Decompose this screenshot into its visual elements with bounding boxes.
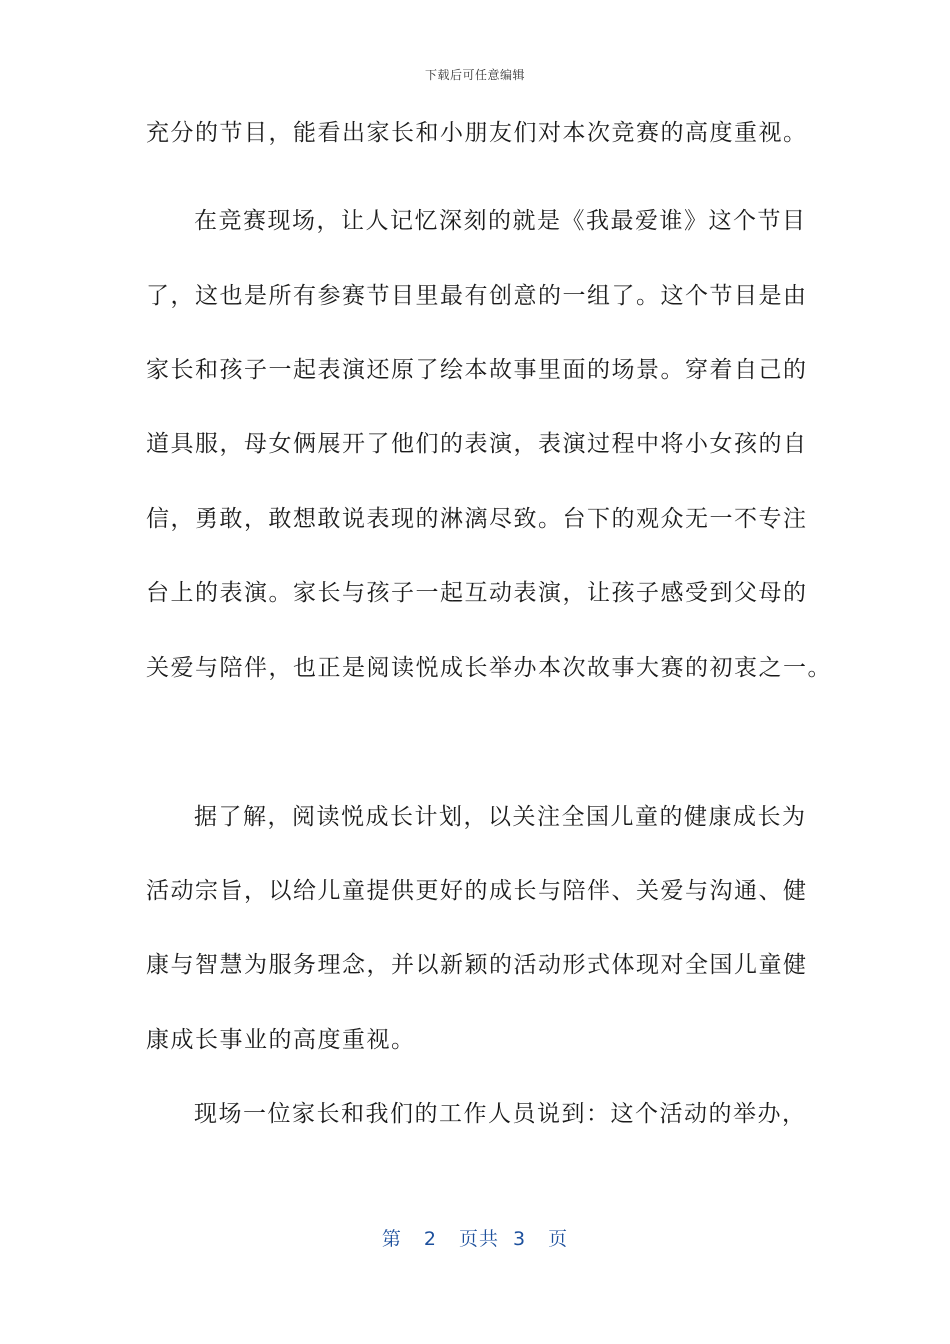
text-line: 在竞赛现场，让人记忆深刻的就是《我最爱谁》这个节目 xyxy=(194,208,807,234)
footer-suffix: 页 xyxy=(548,1228,569,1250)
footer-prefix: 第 xyxy=(381,1228,402,1250)
footer-middle: 页共 xyxy=(458,1228,499,1250)
footer-page-number: 2 xyxy=(423,1228,437,1250)
text-line: 了，这也是所有参赛节目里最有创意的一组了。这个节目是由 xyxy=(146,283,808,309)
page-header: 下载后可任意编辑 xyxy=(424,68,525,82)
text-line: 台上的表演。家长与孩子一起互动表演，让孩子感受到父母的 xyxy=(146,580,808,606)
footer-total-pages: 3 xyxy=(513,1228,527,1250)
text-line: 家长和孩子一起表演还原了绘本故事里面的场景。穿着自己的 xyxy=(146,357,808,383)
text-line: 信，勇敢，敢想敢说表现的淋漓尽致。台下的观众无一不专注 xyxy=(146,506,808,532)
text-line: 活动宗旨，以给儿童提供更好的成长与陪伴、关爱与沟通、健 xyxy=(146,878,808,904)
page-footer xyxy=(0,1224,950,1251)
text-line: 关爱与陪伴，也正是阅读悦成长举办本次故事大赛的初衷之一。 xyxy=(146,655,832,681)
text-line: 康成长事业的高度重视。 xyxy=(146,1027,416,1053)
text-line: 道具服，母女俩展开了他们的表演，表演过程中将小女孩的自 xyxy=(146,431,808,457)
text-line: 充分的节目，能看出家长和小朋友们对本次竞赛的高度重视。 xyxy=(146,120,808,146)
text-line: 康与智慧为服务理念，并以新颖的活动形式体现对全国儿童健 xyxy=(146,952,808,978)
text-line: 现场一位家长和我们的工作人员说到：这个活动的举办， xyxy=(194,1101,807,1127)
text-line: 据了解，阅读悦成长计划，以关注全国儿童的健康成长为 xyxy=(194,804,807,830)
